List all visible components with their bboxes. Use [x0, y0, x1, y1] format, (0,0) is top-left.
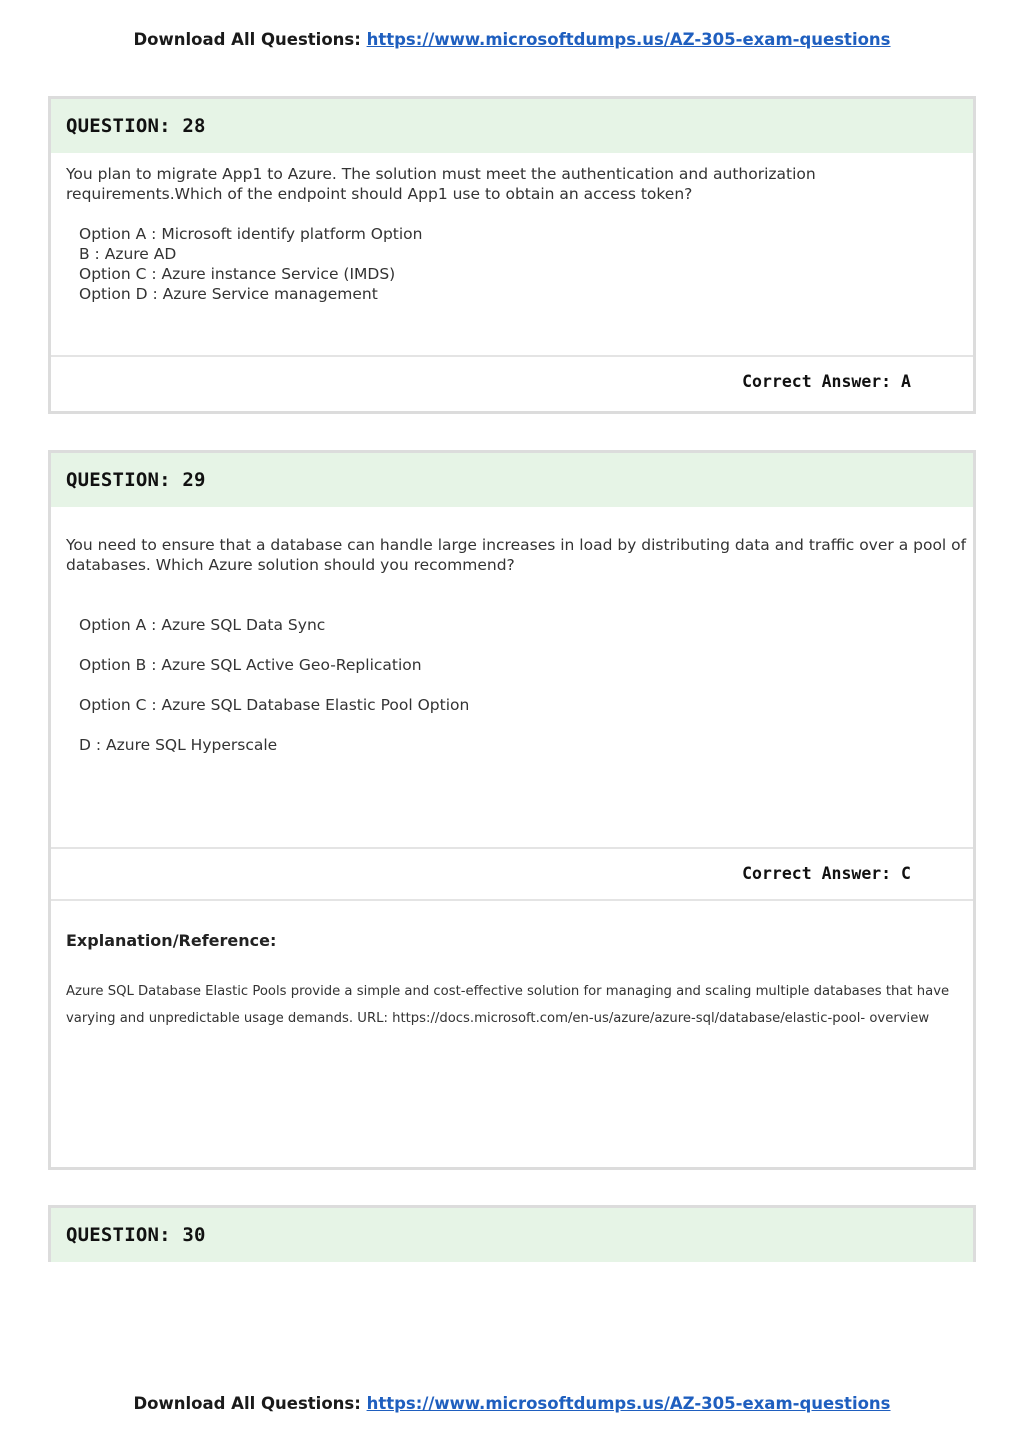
download-label: Download All Questions: — [133, 1394, 361, 1413]
question-body — [51, 153, 973, 355]
download-link[interactable]: https://www.microsoftdumps.us/AZ-305-exam-questions — [366, 30, 891, 49]
download-link[interactable]: https://www.microsoftdumps.us/AZ-305-exam-questions — [366, 1394, 891, 1413]
download-banner-top — [0, 30, 1024, 49]
question-card-28 — [48, 96, 976, 414]
explanation-section — [51, 901, 973, 1165]
question-card-30 — [48, 1205, 976, 1262]
explanation-title: Explanation/Reference: — [66, 931, 277, 950]
option-item: Option A : Azure SQL Data Sync — [79, 616, 326, 634]
question-header: QUESTION: 30 — [51, 1208, 973, 1262]
option-item: Option B : Azure SQL Active Geo-Replication — [79, 656, 422, 674]
download-label: Download All Questions: — [133, 30, 361, 49]
option-item: B : Azure AD — [79, 245, 177, 263]
explanation-text: Azure SQL Database Elastic Pools provide a simple and cost-effective solution for managing and scaling multiple databases that have varying and unpredictable usage demands. URL: https://docs.microsoft.com/en-us/azure/azure-sql/database/elastic-pool- overview — [66, 984, 950, 1026]
option-item: Option C : Azure instance Service (IMDS) — [79, 265, 396, 283]
option-item: D : Azure SQL Hyperscale — [79, 736, 278, 754]
correct-answer: Correct Answer: C — [742, 864, 911, 883]
question-header: QUESTION: 29 — [51, 453, 973, 507]
question-header: QUESTION: 28 — [51, 99, 973, 153]
question-body — [51, 507, 973, 847]
correct-answer: Correct Answer: A — [742, 372, 911, 391]
option-item: Option D : Azure Service management — [79, 285, 378, 303]
options-list — [66, 224, 967, 304]
option-item: Option C : Azure SQL Database Elastic Pool Option — [79, 696, 470, 714]
question-text: You plan to migrate App1 to Azure. The solution must meet the authentication and authorization requirements.Which of the endpoint should App1 use to obtain an access token? — [66, 165, 816, 203]
options-list — [66, 615, 967, 775]
question-card-29 — [48, 450, 976, 1170]
question-text: You need to ensure that a database can handle large increases in load by distributing data and traffic over a pool of databases. Which Azure solution should you recommend? — [66, 536, 967, 574]
download-banner-bottom — [0, 1394, 1024, 1413]
option-item: Option A : Microsoft identify platform Option — [79, 225, 423, 243]
